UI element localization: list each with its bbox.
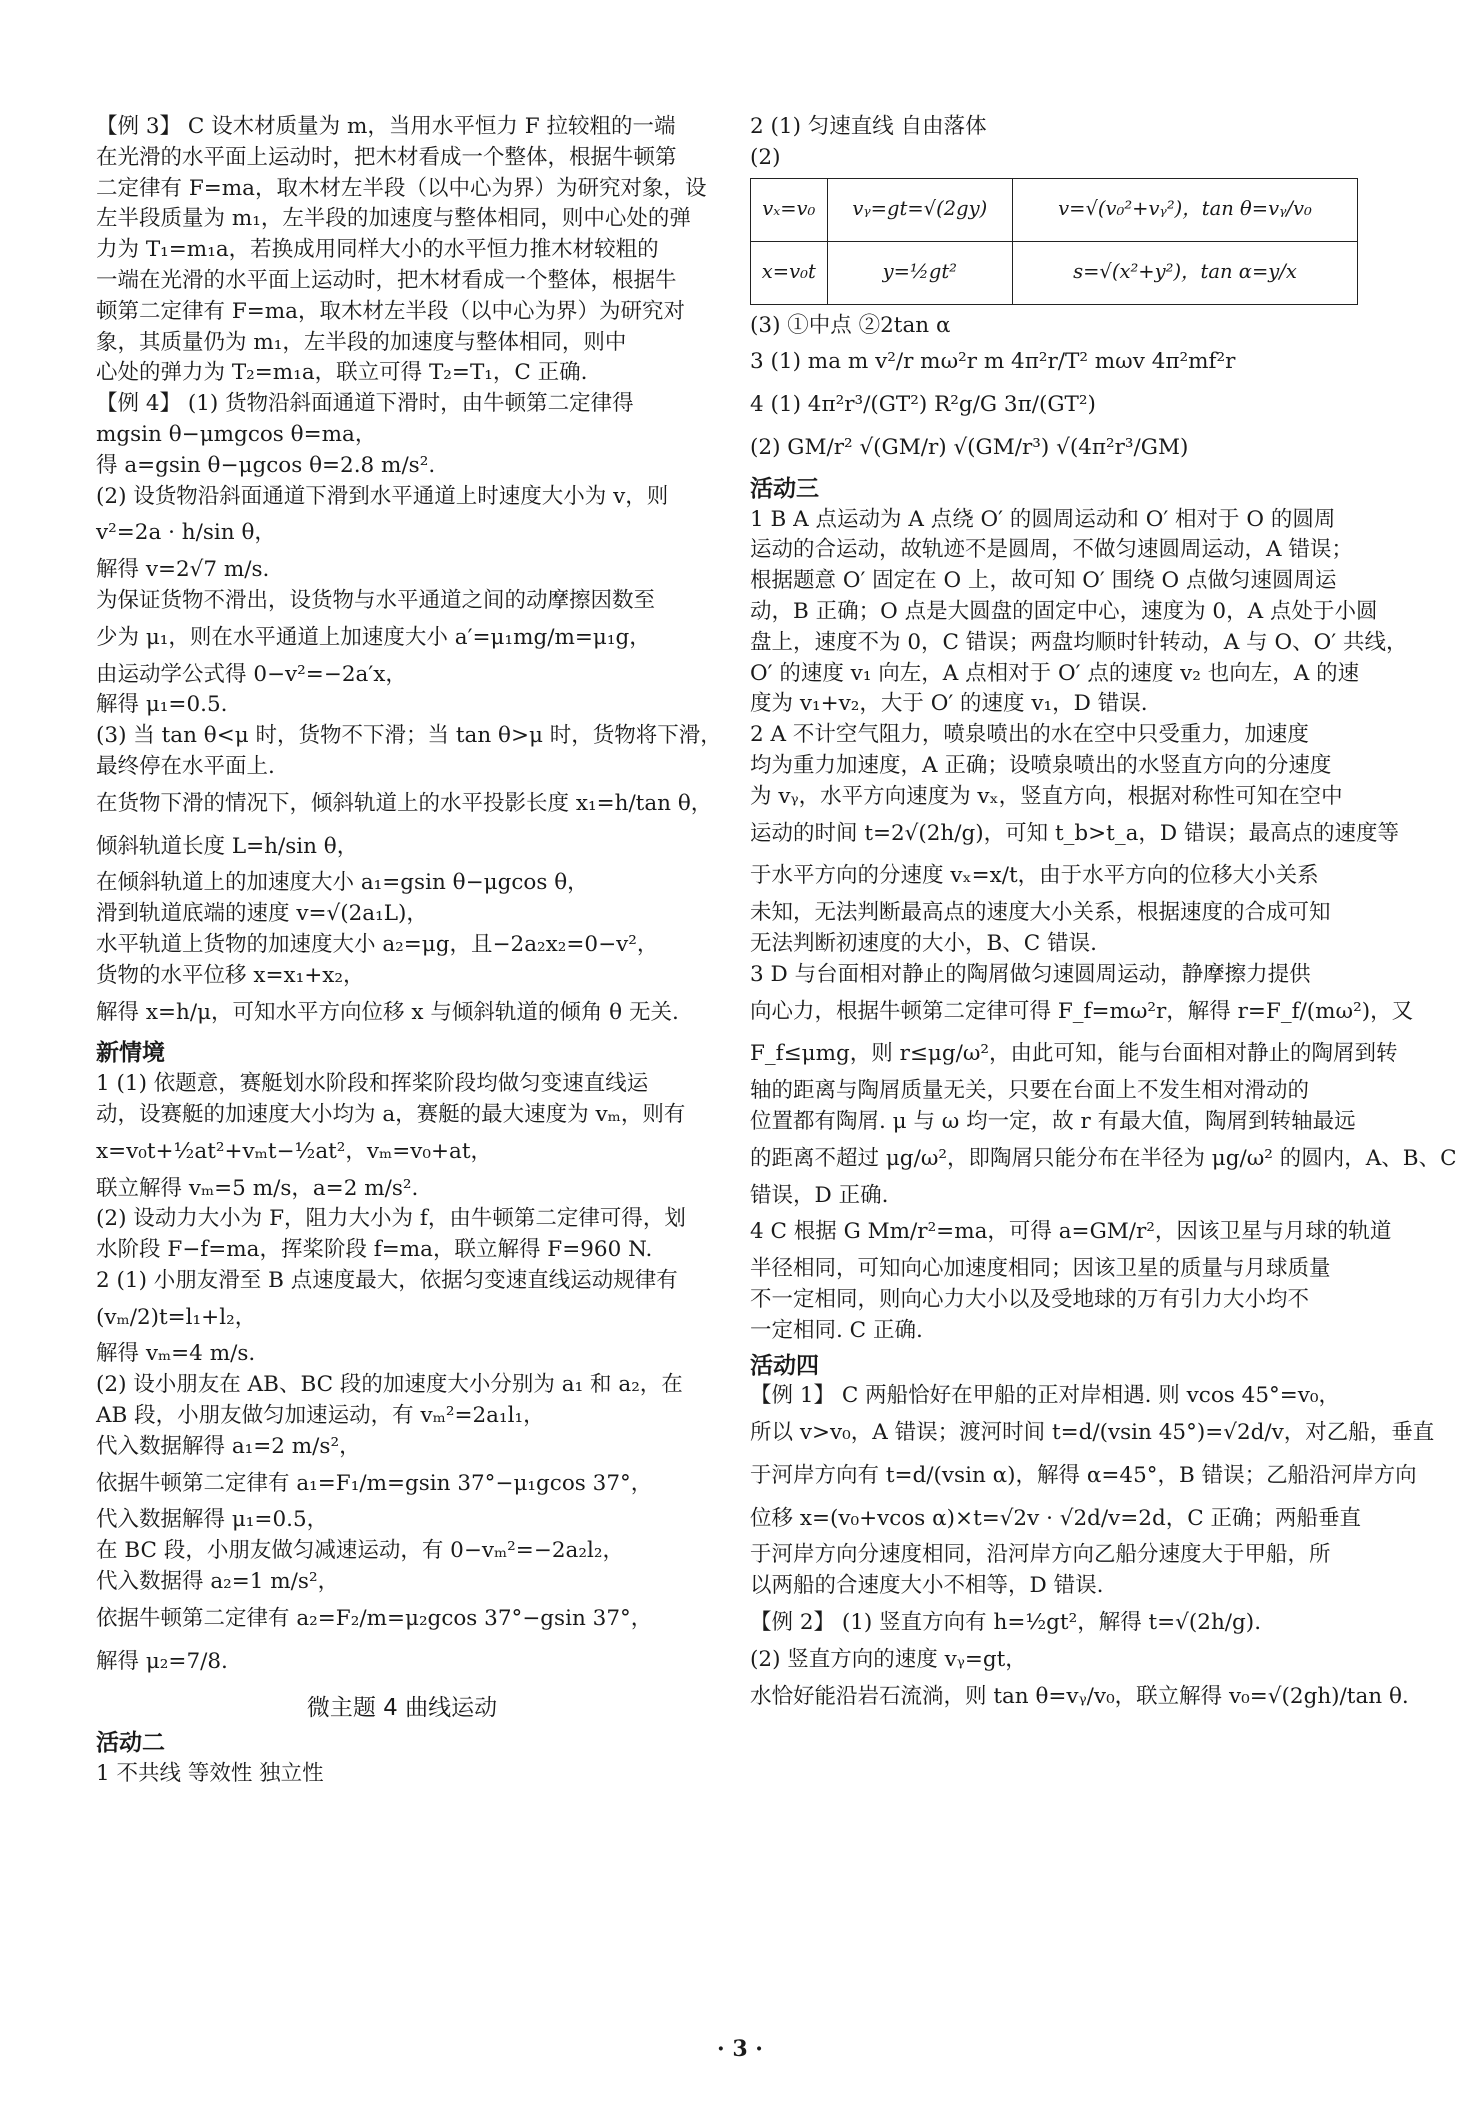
text-line: 所以 v>v₀，A 错误；渡河时间 t=d/(vsin 45°)=√2d/v，对乙船，垂直: [750, 1420, 1435, 1446]
page-number: · 3 ·: [717, 2036, 763, 2062]
text-line: 3 (1) ma m v²/r mω²r m 4π²r/T² mωv 4π²mf²r: [750, 349, 1236, 375]
text-line: 1 不共线 等效性 独立性: [96, 1761, 324, 1787]
text-line: 在货物下滑的情况下，倾斜轨道上的水平投影长度 x₁=h/tan θ，: [96, 790, 713, 816]
text-line: (vₘ/2)t=l₁+l₂，: [96, 1304, 257, 1330]
text-line: 为 vᵧ，水平方向速度为 vₓ，竖直方向，根据对称性可知在空中: [750, 783, 1343, 809]
text-line: 左半段质量为 m₁，左半段的加速度与整体相同，则中心处的弹: [96, 206, 691, 232]
text-line: 由运动学公式得 0−v²=−2a′x，: [96, 661, 407, 687]
text-line: 动，设赛艇的加速度大小均为 a，赛艇的最大速度为 vₘ，则有: [96, 1101, 686, 1127]
text-line: 未知，无法判断最高点的速度大小关系，根据速度的合成可知: [750, 900, 1331, 926]
text-line: 位移 x=(v₀+vcos α)×t=√2v · √2d/v=2d，C 正确；两船垂直: [750, 1505, 1362, 1531]
text-line: 货物的水平位移 x=x₁+x₂，: [96, 962, 365, 988]
text-line: 解得 vₘ=4 m/s.: [96, 1341, 256, 1367]
text-line: 于河岸方向分速度相同，沿河岸方向乙船分速度大于甲船，所: [750, 1542, 1331, 1568]
text-line: 心处的弹力为 T₂=m₁a，联立可得 T₂=T₁，C 正确.: [96, 360, 588, 386]
section-heading: 活动四: [750, 1352, 819, 1379]
text-line: 一端在光滑的水平面上运动时，把木材看成一个整体，根据牛: [96, 267, 677, 293]
text-line: 滑到轨道底端的速度 v=√(2a₁L)，: [96, 901, 428, 927]
section-heading: 活动二: [96, 1730, 165, 1757]
text-line: 错误，D 正确.: [750, 1182, 889, 1208]
text-line: 均为重力加速度，A 正确；设喷泉喷出的水竖直方向的分速度: [750, 752, 1332, 778]
table-cell: y=½gt²: [827, 241, 1012, 304]
table-cell: v=√(v₀²+vᵧ²)，tan θ=vᵧ/v₀: [1012, 178, 1357, 241]
text-line: 动，B 正确；O 点是大圆盘的固定中心，速度为 0，A 点处于小圆: [750, 598, 1378, 624]
text-line: 【例 2】 (1) 竖直方向有 h=½gt²，解得 t=√(2h/g).: [750, 1610, 1262, 1636]
text-line: (2) 设货物沿斜面通道下滑到水平通道上时速度大小为 v，则: [96, 483, 669, 509]
text-line: 【例 3】 C 设木材质量为 m，当用水平恒力 F 拉较粗的一端: [96, 114, 676, 139]
text-line: (2) 竖直方向的速度 vᵧ=gt，: [750, 1646, 1027, 1672]
text-line: F_f≤μmg，则 r≤μg/ω²，由此可知，能与台面相对静止的陶屑到转: [750, 1041, 1398, 1067]
text-line: 盘上，速度不为 0，C 错误；两盘均顺时针转动，A 与 O、O′ 共线，: [750, 629, 1408, 655]
section-heading: 新情境: [96, 1040, 165, 1067]
text-line: (2): [750, 144, 781, 170]
table-cell: vᵧ=gt=√(2gy): [827, 178, 1012, 241]
text-line: 依据牛顿第二定律有 a₁=F₁/m=gsin 37°−μ₁gcos 37°，: [96, 1470, 653, 1496]
text-line: O′ 的速度 v₁ 向左，A 点相对于 O′ 点的速度 v₂ 也向左，A 的速: [750, 660, 1360, 686]
text-line: 3 D 与台面相对静止的陶屑做匀速圆周运动，静摩擦力提供: [750, 961, 1311, 987]
table-cell: x=v₀t: [751, 241, 828, 304]
text-line: 4 (1) 4π²r³/(GT²) R²g/G 3π/(GT²): [750, 392, 1096, 418]
text-line: 象，其质量仍为 m₁，左半段的加速度与整体相同，则中: [96, 329, 627, 355]
text-line: 解得 μ₂=7/8.: [96, 1648, 228, 1674]
text-line: 于水平方向的分速度 vₓ=x/t，由于水平方向的位移大小关系: [750, 863, 1319, 889]
text-line: 向心力，根据牛顿第二定律可得 F_f=mω²r，解得 r=F_f/(mω²)，又: [750, 998, 1414, 1024]
text-line: 二定律有 F=ma，取木材左半段（以中心为界）为研究对象，设: [96, 175, 707, 201]
text-line: 根据题意 O′ 固定在 O 上，故可知 O′ 围绕 O 点做匀速圆周运: [750, 568, 1337, 594]
text-line: 得 a=gsin θ−μgcos θ=2.8 m/s².: [96, 452, 436, 478]
text-line: 运动的时间 t=2√(2h/g)，可知 t_b>t_a，D 错误；最高点的速度等: [750, 820, 1399, 846]
text-line: AB 段，小朋友做匀加速运动，有 vₘ²=2a₁l₁，: [96, 1403, 545, 1429]
text-line: 在 BC 段，小朋友做匀减速运动，有 0−vₘ²=−2a₂l₂，: [96, 1538, 624, 1564]
right-column: [750, 112, 1457, 1718]
text-line: 的距离不超过 μg/ω²，即陶屑只能分布在半径为 μg/ω² 的圆内，A、B、C: [750, 1145, 1457, 1171]
text-line: 无法判断初速度的大小，B、C 错误.: [750, 930, 1097, 956]
text-line: 倾斜轨道长度 L=h/sin θ，: [96, 833, 359, 859]
text-line: 最终停在水平面上.: [96, 753, 275, 779]
text-line: 在光滑的水平面上运动时，把木材看成一个整体，根据牛顿第: [96, 144, 677, 170]
text-line: 水平轨道上货物的加速度大小 a₂=μg，且−2a₂x₂=0−v²，: [96, 931, 659, 957]
text-line: 少为 μ₁，则在水平通道上加速度大小 a′=μ₁mg/m=μ₁g，: [96, 624, 651, 650]
text-line: 解得 v=2√7 m/s.: [96, 557, 270, 583]
text-line: 为保证货物不滑出，设货物与水平通道之间的动摩擦因数至: [96, 587, 656, 613]
text-line: 代入数据解得 a₁=2 m/s²，: [96, 1433, 361, 1459]
table-row: [751, 178, 1358, 241]
text-line: 【例 1】 C 两船恰好在甲船的正对岸相遇. 则 vcos 45°=v₀，: [750, 1383, 1341, 1409]
text-line: 【例 4】 (1) 货物沿斜面通道下滑时，由牛顿第二定律得: [96, 391, 634, 417]
text-line: 力为 T₁=m₁a，若换成用同样大小的水平恒力推木材较粗的: [96, 237, 659, 263]
text-line: (3) 当 tan θ<μ 时，货物不下滑；当 tan θ>μ 时，货物将下滑，: [96, 723, 722, 749]
text-line: mgsin θ−μmgcos θ=ma，: [96, 421, 377, 447]
text-line: 运动的合运动，故轨迹不是圆周，不做匀速圆周运动，A 错误；: [750, 537, 1353, 563]
text-line: 联立解得 vₘ=5 m/s，a=2 m/s².: [96, 1175, 419, 1201]
left-column: [96, 112, 722, 1790]
table-row: [751, 241, 1358, 304]
section-heading: 活动三: [750, 475, 819, 502]
text-line: 顿第二定律有 F=ma，取木材左半段（以中心为界）为研究对: [96, 298, 685, 324]
text-line: 1 B A 点运动为 A 点绕 O′ 的圆周运动和 O′ 相对于 O 的圆周: [750, 506, 1336, 532]
text-line: 度为 v₁+v₂，大于 O′ 的速度 v₁，D 错误.: [750, 691, 1148, 717]
text-line: 半径相同，可知向心加速度相同；因该卫星的质量与月球质量: [750, 1256, 1331, 1282]
projectile-formula-table: [750, 178, 1358, 305]
text-line: 代入数据得 a₂=1 m/s²，: [96, 1569, 340, 1595]
topic-title: 微主题 4 曲线运动: [306, 1695, 498, 1722]
table-cell: s=√(x²+y²)，tan α=y/x: [1012, 241, 1357, 304]
text-line: 在倾斜轨道上的加速度大小 a₁=gsin θ−μgcos θ，: [96, 870, 589, 896]
text-line: (2) 设动力大小为 F，阻力大小为 f，由牛顿第二定律可得，划: [96, 1206, 686, 1232]
text-line: 一定相同. C 正确.: [750, 1317, 923, 1343]
text-line: 水恰好能沿岩石流淌，则 tan θ=vᵧ/v₀，联立解得 v₀=√(2gh)/tan θ.: [750, 1683, 1409, 1709]
text-line: 水阶段 F−f=ma，挥桨阶段 f=ma，联立解得 F=960 N.: [96, 1237, 653, 1263]
text-line: (2) 设小朋友在 AB、BC 段的加速度大小分别为 a₁ 和 a₂，在: [96, 1372, 683, 1398]
text-line: 1 (1) 依题意，赛艇划水阶段和挥桨阶段均做匀变速直线运: [96, 1071, 649, 1097]
text-line: 4 C 根据 G Mm/r²=ma，可得 a=GM/r²，因该卫星与月球的轨道: [750, 1219, 1392, 1245]
text-line: 依据牛顿第二定律有 a₂=F₂/m=μ₂gcos 37°−gsin 37°，: [96, 1605, 653, 1631]
text-line: 轴的距离与陶屑质量无关，只要在台面上不发生相对滑动的: [750, 1078, 1310, 1104]
text-line: 2 (1) 小朋友滑至 B 点速度最大，依据匀变速直线运动规律有: [96, 1267, 678, 1293]
text-line: v²=2a · h/sin θ，: [96, 520, 276, 546]
text-line: (3) ①中点 ②2tan α: [750, 312, 951, 338]
text-line: 于河岸方向有 t=d/(vsin α)，解得 α=45°，B 错误；乙船沿河岸方向: [750, 1462, 1417, 1488]
text-line: x=v₀t+½at²+vₘt−½at²，vₘ=v₀+at，: [96, 1138, 492, 1164]
text-line: 代入数据解得 μ₁=0.5，: [96, 1507, 329, 1533]
text-line: 解得 μ₁=0.5.: [96, 692, 228, 718]
text-line: 以两船的合速度大小不相等，D 错误.: [750, 1573, 1104, 1599]
text-line: 位置都有陶屑. μ 与 ω 均一定，故 r 有最大值，陶屑到转轴最远: [750, 1108, 1356, 1134]
text-line: 解得 x=h/μ，可知水平方向位移 x 与倾斜轨道的倾角 θ 无关.: [96, 999, 679, 1025]
text-line: (2) GM/r² √(GM/r) √(GM/r³) √(4π²r³/GM): [750, 434, 1189, 460]
table-cell: vₓ=v₀: [751, 178, 828, 241]
text-line: 2 (1) 匀速直线 自由落体: [750, 114, 987, 139]
text-line: 不一定相同，则向心力大小以及受地球的万有引力大小均不: [750, 1286, 1310, 1312]
text-line: 2 A 不计空气阻力，喷泉喷出的水在空中只受重力，加速度: [750, 722, 1309, 748]
